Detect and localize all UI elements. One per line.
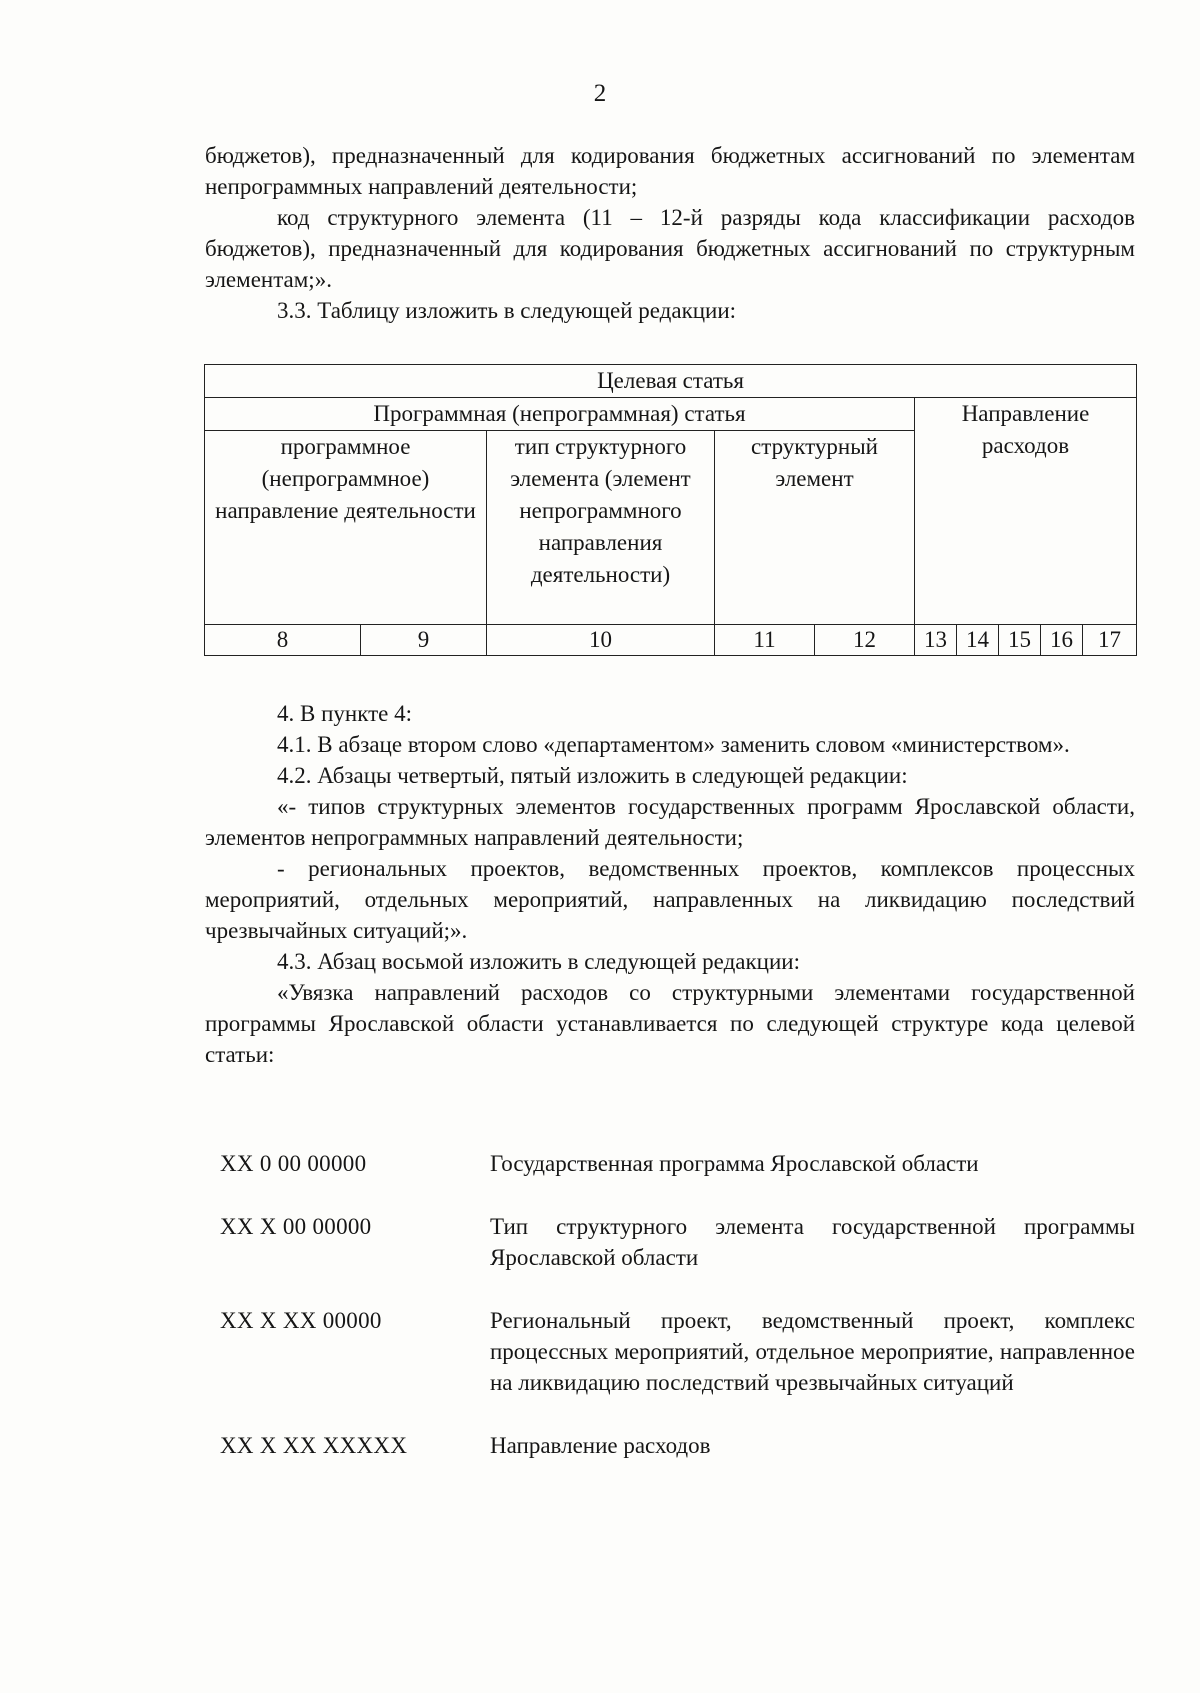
code-value: XX X XX 00000 xyxy=(220,1308,382,1333)
digit-cell: 9 xyxy=(361,625,487,656)
section-4-text xyxy=(205,698,1135,1070)
code-structure-list xyxy=(220,1148,1135,1493)
paragraph-regional-projects: - региональных проектов, ведомственных проектов, комплексов процессных мероприятий, отдельных мероприятий, направленных на ликвидацию последствий чрезвычайных ситуаций;». xyxy=(205,856,1135,943)
page-number: 2 xyxy=(593,80,607,107)
digit-cell: 11 xyxy=(715,625,815,656)
header-structural-element: структурный элемент xyxy=(715,431,915,625)
paragraph-point-4: 4. В пункте 4: xyxy=(277,701,412,726)
intro-text xyxy=(205,140,1135,326)
digit-cell: 8 xyxy=(205,625,361,656)
digit-cell: 16 xyxy=(1041,625,1083,656)
header-expense-direction: Направление расходов xyxy=(915,398,1137,625)
code-description: Направление расходов xyxy=(490,1433,711,1458)
header-target-article: Целевая статья xyxy=(205,365,1137,398)
list-item xyxy=(220,1430,1135,1461)
paragraph-4-2: 4.2. Абзацы четвертый, пятый изложить в следующей редакции: xyxy=(277,763,908,788)
code-value: XX X 00 00000 xyxy=(220,1214,372,1239)
code-description: Государственная программа Ярославской области xyxy=(490,1151,979,1176)
digit-cell: 17 xyxy=(1083,625,1137,656)
classification-table xyxy=(204,364,1137,656)
paragraph-types-of-elements: «- типов структурных элементов государственных программ Ярославской области, элементов непрограммных направлений деятельности; xyxy=(205,794,1135,850)
digit-cell: 15 xyxy=(999,625,1041,656)
paragraph-structural-element-code: код структурного элемента (11 – 12-й разряды кода классификации расходов бюджетов), предназначенный для кодирования бюджетных ассигнований по структурным элементам;». xyxy=(205,205,1135,292)
digits-row xyxy=(205,625,1137,656)
paragraph-4-3: 4.3. Абзац восьмой изложить в следующей редакции: xyxy=(277,949,800,974)
paragraph-4-1: 4.1. В абзаце втором слово «департаментом» заменить словом «министерством». xyxy=(277,732,1070,757)
code-value: XX X XX XXXXX xyxy=(220,1433,408,1458)
list-item xyxy=(220,1211,1135,1273)
paragraph-budgets-continuation: бюджетов), предназначенный для кодирования бюджетных ассигнований по элементам непрограммных направлений деятельности; xyxy=(205,143,1135,199)
header-program-direction: программное (непрограммное) направление деятельности xyxy=(205,431,487,625)
paragraph-linkage: «Увязка направлений расходов со структурными элементами государственной программы Ярославской области устанавливается по следующей структуре кода целевой статьи: xyxy=(205,980,1135,1067)
digit-cell: 13 xyxy=(915,625,957,656)
code-value: XX 0 00 00000 xyxy=(220,1151,367,1176)
digit-cell: 14 xyxy=(957,625,999,656)
digit-cell: 12 xyxy=(815,625,915,656)
digit-cell: 10 xyxy=(487,625,715,656)
list-item xyxy=(220,1148,1135,1179)
paragraph-table-intro: 3.3. Таблицу изложить в следующей редакции: xyxy=(277,298,737,323)
list-item xyxy=(220,1305,1135,1398)
header-program-article: Программная (непрограммная) статья xyxy=(205,398,915,431)
code-description: Региональный проект, ведомственный проект, комплекс процессных мероприятий, отдельное мероприятие, направленное на ликвидацию последствий чрезвычайных ситуаций xyxy=(490,1308,1135,1395)
code-description: Тип структурного элемента государственной программы Ярославской области xyxy=(490,1214,1135,1270)
header-element-type: тип структурного элемента (элемент непрограммного направления деятельности) xyxy=(487,431,715,625)
